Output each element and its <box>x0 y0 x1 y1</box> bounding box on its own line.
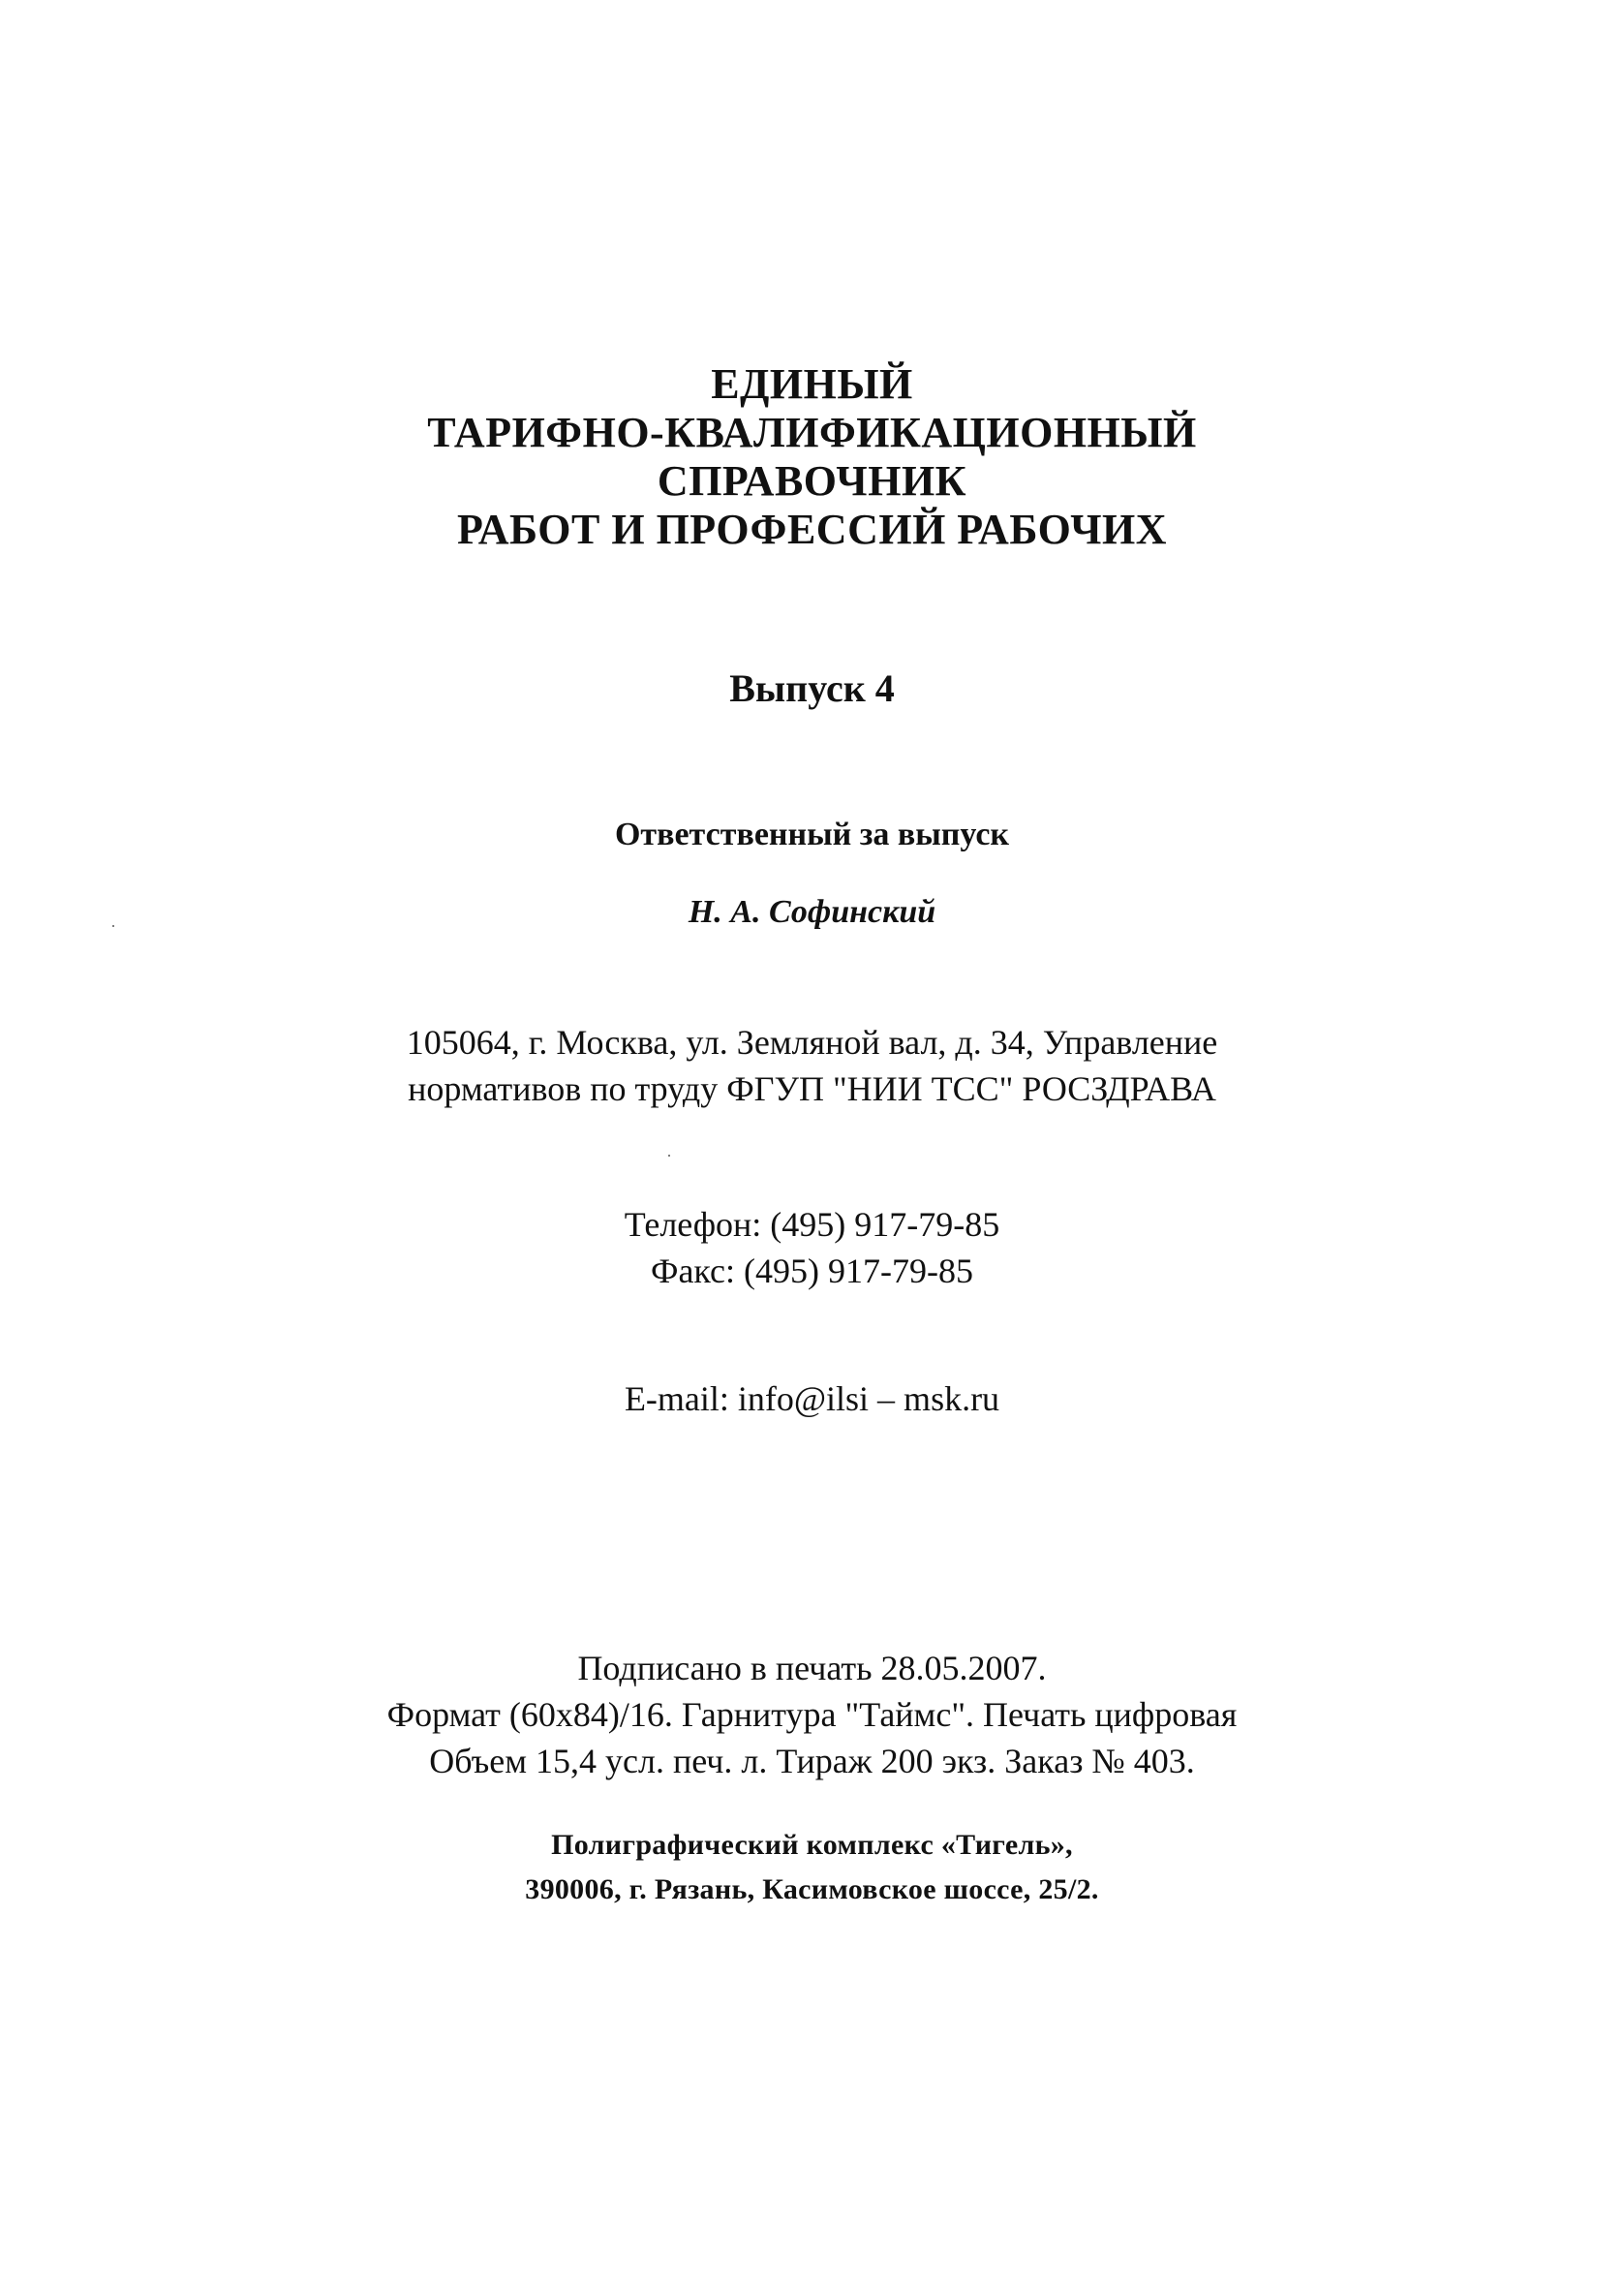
responsible-name: Н. А. Софинский <box>688 894 936 930</box>
imprint-line-3: Объем 15,4 усл. печ. л. Тираж 200 экз. Заказ № 403. <box>429 1742 1195 1780</box>
title-block <box>0 360 1624 554</box>
responsible-label: Ответственный за выпуск <box>614 817 1010 852</box>
email-line: E-mail: info@ilsi – msk.ru <box>624 1379 1000 1418</box>
imprint-line-1: Подписано в печать 28.05.2007. <box>577 1649 1047 1687</box>
address-line-2: нормативов по труду ФГУП "НИИ ТСС" РОСЗДРАВА <box>408 1069 1216 1108</box>
fax-line: Факс: (495) 917-79-85 <box>651 1252 973 1290</box>
imprint-block <box>0 1645 1624 1784</box>
printer-block <box>0 1823 1624 1912</box>
address-block <box>0 1019 1624 1112</box>
printer-line-1: Полиграфический комплекс «Тигель», <box>551 1829 1073 1861</box>
issue-number: Выпуск 4 <box>729 666 895 710</box>
title-line-3: СПРАВОЧНИК <box>657 457 967 505</box>
imprint-line-2: Формат (60x84)/16. Гарнитура "Таймс". Печать цифровая <box>386 1695 1238 1734</box>
scan-speck <box>668 1155 670 1157</box>
address-line-1: 105064, г. Москва, ул. Земляной вал, д. 34, Управление <box>406 1023 1218 1062</box>
title-line-4: РАБОТ И ПРОФЕССИЙ РАБОЧИХ <box>456 506 1168 553</box>
email-block <box>0 1375 1624 1422</box>
title-line-1: ЕДИНЫЙ <box>711 360 913 408</box>
printer-line-2: 390006, г. Рязань, Касимовское шоссе, 25/2. <box>525 1873 1099 1905</box>
title-line-2: ТАРИФНО-КВАЛИФИКАЦИОННЫЙ <box>427 409 1197 456</box>
scan-speck <box>112 925 114 927</box>
contacts-block <box>0 1201 1624 1294</box>
phone-line: Телефон: (495) 917-79-85 <box>624 1205 1000 1244</box>
